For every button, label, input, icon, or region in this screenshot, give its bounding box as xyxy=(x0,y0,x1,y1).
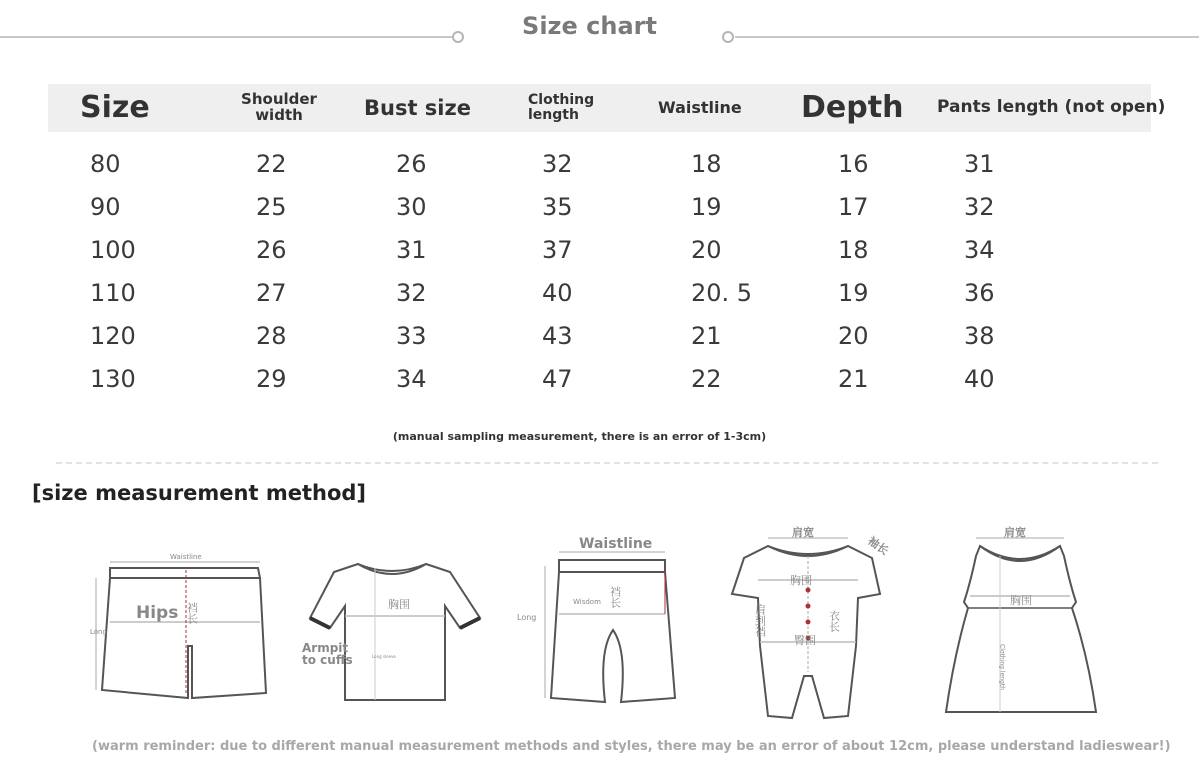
table-row xyxy=(0,150,1199,193)
title-decor-line-right xyxy=(735,36,1199,38)
romper-chest-label: 胸围 xyxy=(790,574,812,587)
tshirt-armpit-label-1: Armpit xyxy=(302,641,349,655)
cell-size: 110 xyxy=(90,279,136,307)
cell-clothing-length: 32 xyxy=(542,150,573,178)
pants-waistline-label: Waistline xyxy=(579,536,653,552)
section-divider xyxy=(56,462,1158,464)
cell-bust-size: 32 xyxy=(396,279,427,307)
cell-clothing-length: 43 xyxy=(542,322,573,350)
table-row xyxy=(0,236,1199,279)
title-bar xyxy=(0,0,1199,60)
cell-waistline: 22 xyxy=(691,365,722,393)
cell-waistline: 19 xyxy=(691,193,722,221)
dress-shoulder-label: 肩宽 xyxy=(1004,526,1026,539)
page-title: Size chart xyxy=(522,12,657,40)
header-clothing-length: Clothing length xyxy=(528,92,595,123)
section-title: [size measurement method] xyxy=(32,481,367,505)
cell-bust-size: 33 xyxy=(396,322,427,350)
cell-depth: 21 xyxy=(838,365,869,393)
cell-pants-length: 38 xyxy=(964,322,995,350)
cell-shoulder-width: 28 xyxy=(256,322,287,350)
title-decor-dot-right xyxy=(722,31,734,43)
table-row xyxy=(0,365,1199,408)
cell-shoulder-width: 22 xyxy=(256,150,287,178)
cell-bust-size: 34 xyxy=(396,365,427,393)
size-table-body xyxy=(0,144,1199,404)
header-depth: Depth xyxy=(801,90,904,126)
cell-depth: 19 xyxy=(838,279,869,307)
cell-bust-size: 26 xyxy=(396,150,427,178)
table-row xyxy=(0,322,1199,365)
cell-pants-length: 31 xyxy=(964,150,995,178)
tshirt-armpit-label-2: to cuffs xyxy=(302,653,353,667)
cell-size: 100 xyxy=(90,236,136,264)
cell-shoulder-width: 29 xyxy=(256,365,287,393)
cell-waistline: 18 xyxy=(691,150,722,178)
dress-diagram xyxy=(940,526,1100,718)
cell-size: 90 xyxy=(90,193,121,221)
cell-shoulder-width: 27 xyxy=(256,279,287,307)
romper-illustration xyxy=(722,526,902,724)
cell-waistline: 20. 5 xyxy=(691,279,753,307)
cell-bust-size: 30 xyxy=(396,193,427,221)
dress-chest-label: 胸围 xyxy=(1010,594,1032,607)
measurement-note: (manual sampling measurement, there is an error of 1-3cm) xyxy=(392,430,767,443)
warm-reminder: (warm reminder: due to different manual measurement methods and styles, there may be an error of about 12cm, please understand ladieswear!) xyxy=(92,739,1171,754)
pants-illustration xyxy=(515,530,685,710)
pants-diagram xyxy=(515,530,685,710)
pants-wisdom-label: Wisdom xyxy=(573,598,601,606)
cell-clothing-length: 40 xyxy=(542,279,573,307)
cell-pants-length: 34 xyxy=(964,236,995,264)
romper-sleeve-label: 袖长 xyxy=(865,534,891,558)
shorts-diagram xyxy=(88,548,268,708)
cell-pants-length: 32 xyxy=(964,193,995,221)
cell-shoulder-width: 25 xyxy=(256,193,287,221)
cell-bust-size: 31 xyxy=(396,236,427,264)
cell-depth: 20 xyxy=(838,322,869,350)
header-waistline: Waistline xyxy=(658,97,742,117)
cell-depth: 16 xyxy=(838,150,869,178)
dress-illustration xyxy=(940,526,1100,718)
cell-clothing-length: 37 xyxy=(542,236,573,264)
header-shoulder-width: Shoulder width xyxy=(241,90,317,124)
shorts-illustration xyxy=(88,548,268,708)
tshirt-inner-label: Long sleeve xyxy=(372,654,396,659)
cell-size: 120 xyxy=(90,322,136,350)
shorts-hips-label: Hips xyxy=(136,603,179,623)
tshirt-chest-label: 胸围 xyxy=(388,598,410,611)
cell-pants-length: 36 xyxy=(964,279,995,307)
header-size: Size xyxy=(80,90,150,126)
romper-diagram xyxy=(722,526,902,724)
cell-waistline: 20 xyxy=(691,236,722,264)
cell-size: 130 xyxy=(90,365,136,393)
cell-depth: 18 xyxy=(838,236,869,264)
tshirt-illustration xyxy=(300,560,485,710)
shorts-waistline-label: Waistline xyxy=(170,553,202,561)
cell-clothing-length: 47 xyxy=(542,365,573,393)
table-row xyxy=(0,193,1199,236)
cell-shoulder-width: 26 xyxy=(256,236,287,264)
romper-length-right-label: 衣长 xyxy=(827,610,841,632)
cell-depth: 17 xyxy=(838,193,869,221)
cell-size: 80 xyxy=(90,150,121,178)
tshirt-diagram xyxy=(300,560,485,710)
cell-clothing-length: 35 xyxy=(542,193,573,221)
pants-crotch-label: 裆长 xyxy=(608,586,622,608)
dress-length-label: Clothing length xyxy=(998,644,1006,690)
cell-pants-length: 40 xyxy=(964,365,995,393)
cell-waistline: 21 xyxy=(691,322,722,350)
romper-length-left-label: 肩到裆 xyxy=(753,604,767,637)
size-table-header xyxy=(48,84,1166,132)
shorts-crotch-label: 裆长 xyxy=(185,602,199,624)
header-pants-length: Pants length (not open) xyxy=(937,97,1166,118)
header-bust-size: Bust size xyxy=(364,95,471,120)
pants-side-label: Long xyxy=(517,613,537,622)
romper-hip-label: 臀围 xyxy=(794,634,816,647)
table-row xyxy=(0,279,1199,322)
romper-shoulder-label: 肩宽 xyxy=(792,526,814,539)
shorts-side-label: Long xyxy=(90,628,107,636)
